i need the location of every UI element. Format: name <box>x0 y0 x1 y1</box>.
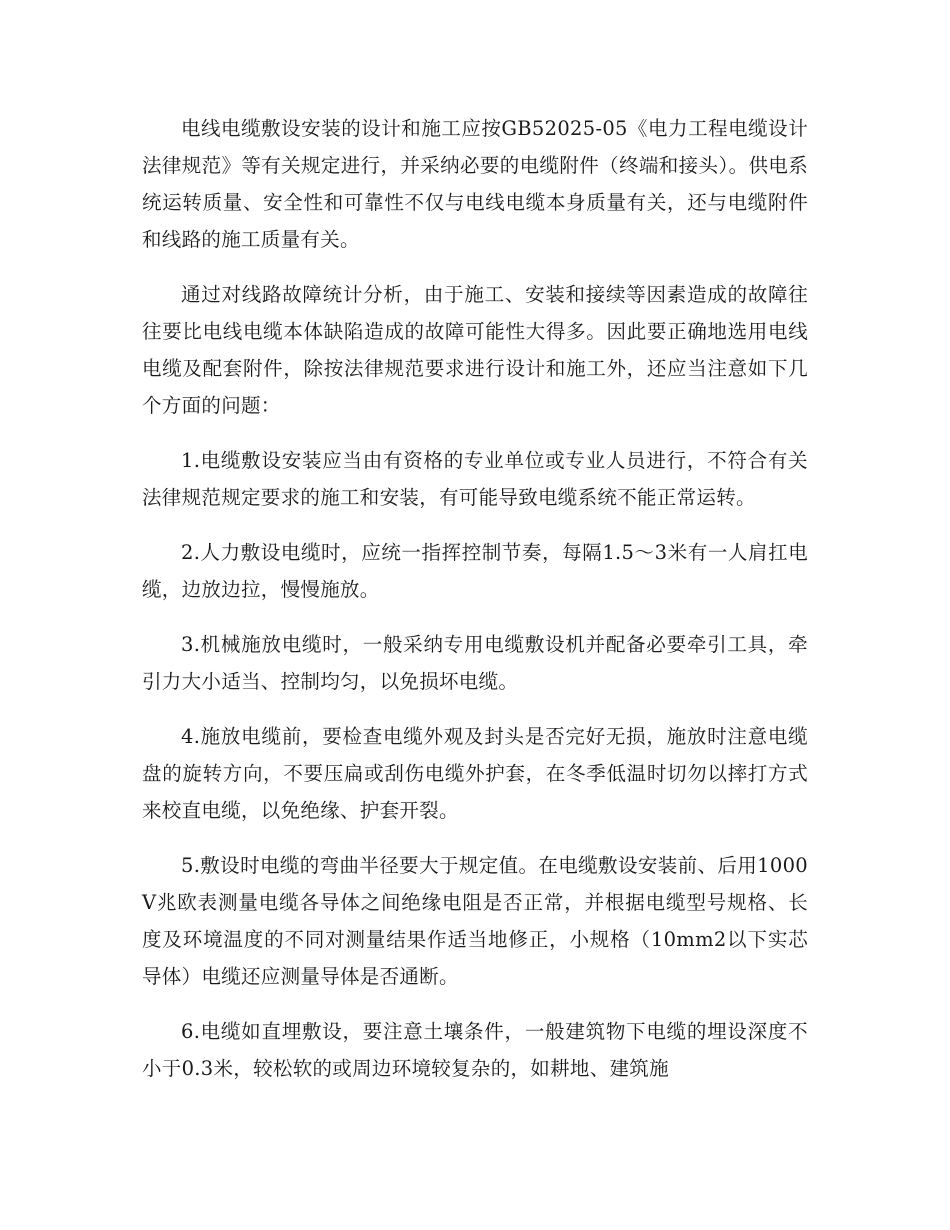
paragraph-item-6: 6.电缆如直埋敷设，要注意土壤条件，一般建筑物下电缆的埋设深度不小于0.3米，较松软的或周边环境较复杂的，如耕地、建筑施 <box>142 1020 808 1080</box>
paragraph-item-4: 4.施放电缆前，要检查电缆外观及封头是否完好无损，施放时注意电缆盘的旋转方向，不要压扁或刮伤电缆外护套，在冬季低温时切勿以摔打方式来校直电缆，以免绝缘、护套开裂。 <box>142 725 808 822</box>
paragraph-intro: 电线电缆敷设安装的设计和施工应按GB52025-05《电力工程电缆设计法律规范》等有关规定进行，并采纳必要的电缆附件（终端和接头）。供电系统运转质量、安全性和可靠性不仅与电线电缆本身质量有关，还与电缆附件和线路的施工质量有关。 <box>142 117 808 251</box>
paragraph-analysis: 通过对线路故障统计分析，由于施工、安装和接续等因素造成的故障往往要比电线电缆本体缺陷造成的故障可能性大得多。因此要正确地选用电线电缆及配套附件，除按法律规范要求进行设计和施工外，还应当注意如下几个方面的问题： <box>142 283 808 417</box>
paragraph-item-1: 1.电缆敷设安装应当由有资格的专业单位或专业人员进行，不符合有关法律规范规定要求的施工和安装，有可能导致电缆系统不能正常运转。 <box>142 449 808 509</box>
paragraph-item-2: 2.人力敷设电缆时，应统一指挥控制节奏，每隔1.5～3米有一人肩扛电缆，边放边拉，慢慢施放。 <box>142 541 808 601</box>
document-body <box>142 110 808 1105</box>
paragraph-item-3: 3.机械施放电缆时，一般采纳专用电缆敷设机并配备必要牵引工具，牵引力大小适当、控制均匀，以免损坏电缆。 <box>142 633 808 693</box>
paragraph-item-5: 5.敷设时电缆的弯曲半径要大于规定值。在电缆敷设安装前、后用1000V兆欧表测量电缆各导体之间绝缘电阻是否正常，并根据电缆型号规格、长度及环境温度的不同对测量结果作适当地修正，小规格（10mm2以下实芯导体）电缆还应测量导体是否通断。 <box>142 854 808 988</box>
